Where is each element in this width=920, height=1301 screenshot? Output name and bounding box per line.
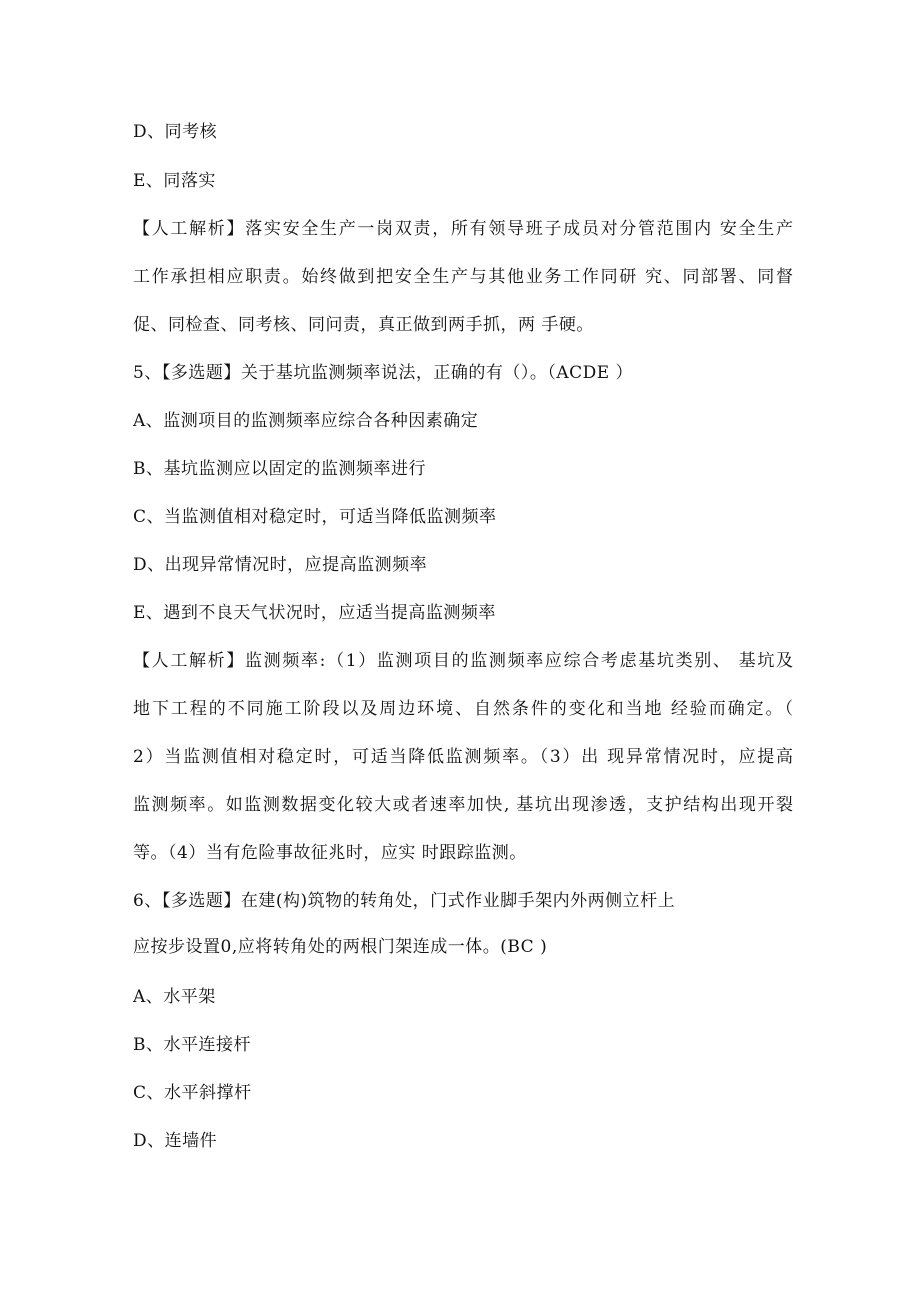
option-d-q4: D、同考核	[133, 122, 218, 142]
option-c-q6: C、水平斜撑杆	[133, 1083, 252, 1103]
option-c-q5: C、当监测值相对稳定时，可适当降低监测频率	[133, 507, 497, 527]
analysis-q4-line-3: 促、同检查、同考核、同问责，真正做到两手抓，两 手硬。	[133, 315, 594, 335]
question-6-title-line-2: 应按步设置0,应将转角处的两根门架连成一体。(BC )	[133, 937, 548, 957]
option-e-q5: E、遇到不良天气状况时，应适当提高监测频率	[133, 603, 496, 623]
analysis-q5-line-1: 【人工解析】监测频率:（1）监测项目的监测频率应综合考虑基坑类别、 基坑及	[133, 651, 793, 671]
analysis-q5-line-2: 地下工程的不同施工阶段以及周边环境、自然条件的变化和当地 经验而确定。（	[133, 699, 793, 719]
option-d-q6: D、连墙件	[133, 1131, 218, 1151]
analysis-q5-line-4: 监测频率。如监测数据变化较大或者速率加快, 基坑出现渗透，支护结构出现开裂	[133, 795, 793, 815]
analysis-q5-line-5: 等。（4）当有危险事故征兆时，应实 时跟踪监测。	[133, 843, 527, 863]
option-b-q5: B、基坑监测应以固定的监测频率进行	[133, 459, 426, 479]
option-a-q5: A、监测项目的监测频率应综合各种因素确定	[133, 411, 479, 431]
option-e-q4: E、同落实	[133, 171, 216, 191]
analysis-q4-line-1: 【人工解析】落实安全生产一岗双责，所有领导班子成员对分管范围内 安全生产	[133, 219, 793, 239]
analysis-q5-line-3: 2）当监测值相对稳定时，可适当降低监测频率。（3）出 现异常情况时，应提高	[133, 747, 793, 767]
option-d-q5: D、出现异常情况时，应提高监测频率	[133, 555, 428, 575]
option-b-q6: B、水平连接杆	[133, 1035, 251, 1055]
question-5-title: 5、【多选题】关于基坑监测频率说法，正确的有（）。（ACDE ）	[133, 363, 634, 383]
analysis-q4-line-2: 工作承担相应职责。始终做到把安全生产与其他业务工作同研 究、同部署、同督	[133, 267, 793, 287]
question-6-title-line-1: 6、【多选题】在建(构)筑物的转角处，门式作业脚手架内外两侧立杆上	[133, 891, 676, 911]
option-a-q6: A、水平架	[133, 987, 216, 1007]
